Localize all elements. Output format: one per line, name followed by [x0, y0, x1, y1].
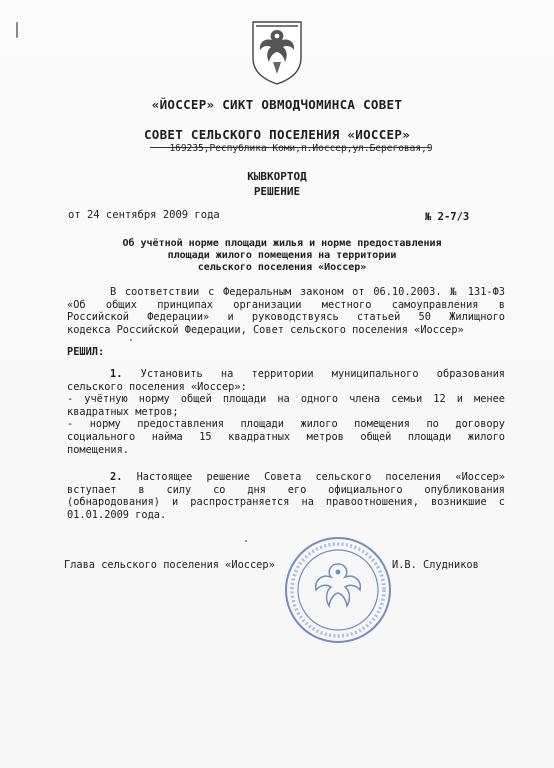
item-1-line: - норму предоставления площади жилого помещения по договору — [67, 418, 505, 431]
council-title-russian: СОВЕТ СЕЛЬСКОГО ПОСЕЛЕНИЯ «ИОССЕР» — [143, 127, 411, 142]
item-1-line: социального найма 15 квадратных метров общей площади жилого — [67, 430, 505, 443]
council-title-komi: «ЙОССЕР» СИКТ ОВМОДЧОМИНСА СОВЕТ — [151, 97, 403, 112]
item-2-line: вступает в силу со дня его официального опубликования — [67, 483, 505, 496]
subject-line: площади жилого помещения на территории — [167, 250, 397, 261]
speck — [130, 339, 132, 341]
subject-line: Об учётной норме площади жилья и норме предоставления — [122, 238, 442, 249]
document-number: № 2-7/3 — [425, 211, 470, 223]
document-kind-russian: РЕШЕНИЕ — [253, 185, 301, 198]
item-1-paragraph — [67, 368, 505, 456]
official-round-stamp-icon — [282, 534, 394, 646]
komi-coat-of-arms-emblem-icon — [250, 18, 304, 86]
preamble-line: «Об общих принципах организации местного самоуправления в — [67, 298, 505, 311]
subject-line: сельского поселения «Иоссер» — [197, 262, 367, 273]
document-date: от 24 сентября 2009 года — [68, 209, 220, 221]
item-1-line: помещения. — [67, 443, 129, 456]
resolved-label: РЕШИЛ: — [67, 346, 105, 358]
punch-mark — [16, 22, 18, 38]
signatory-position: Глава сельского поселения «Иоссер» — [64, 559, 275, 571]
item-1-line: сельского поселения «Иоссер»: — [67, 380, 247, 393]
item-1-number: 1. — [110, 368, 123, 380]
item-2-paragraph — [67, 471, 505, 521]
council-address: 169235,Республика Коми,п.Иоссер,ул.Береговая,9 — [169, 143, 433, 154]
preamble-line: Российской Федерации» и руководствуясь статьей 50 Жилищного — [67, 311, 505, 324]
item-2-first-line — [67, 471, 505, 484]
preamble-paragraph — [67, 286, 505, 336]
item-1-line: - учётную норму общей площади на одного члена семьи 12 и менее — [67, 393, 505, 406]
item-1-line: квадратных метров; — [67, 405, 179, 418]
item-1-first-line — [67, 368, 505, 381]
speck — [245, 540, 247, 542]
preamble-line: кодекса Российской Федерации, Совет сельского поселения «Иоссер» — [67, 323, 464, 336]
item-2-number: 2. — [110, 471, 123, 483]
preamble-line: В соответствии с Федеральным законом от 06.10.2003. № 131-ФЗ — [110, 286, 505, 298]
document-subject — [90, 238, 474, 274]
item-2-line: (обнародования) и распространяется на правоотношения, возникшие с — [67, 496, 505, 509]
item-2-text: Настоящее решение Совета сельского поселения «Иоссер» — [136, 471, 505, 483]
item-2-line: 01.01.2009 года. — [67, 508, 167, 521]
signatory-name: И.В. Слудников — [392, 559, 479, 571]
document-kind-komi: КЫВКОРТОД — [247, 170, 307, 183]
item-1-text: Установить на территории муниципального образования — [140, 368, 505, 380]
